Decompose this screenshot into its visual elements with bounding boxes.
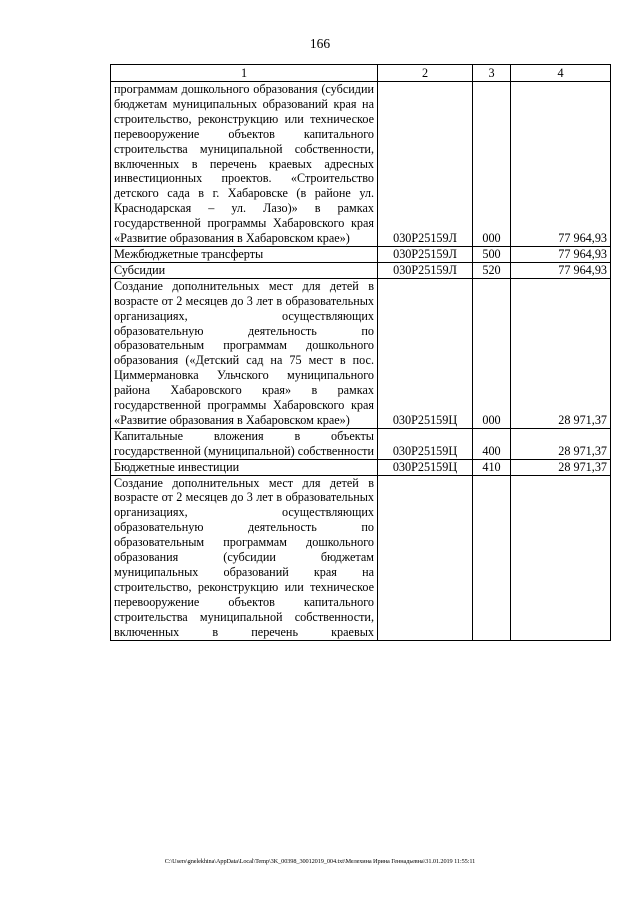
row-type: 410 xyxy=(473,459,511,475)
table-row xyxy=(111,459,611,475)
row-code: 030Р25159Л xyxy=(378,246,473,262)
row-type: 000 xyxy=(473,278,511,428)
row-description: Бюджетные инвестиции xyxy=(111,459,378,475)
table-row xyxy=(111,428,611,459)
row-code: 030Р25159Л xyxy=(378,82,473,247)
row-code: 030Р25159Ц xyxy=(378,278,473,428)
row-type xyxy=(473,475,511,640)
page-number: 166 xyxy=(309,36,331,51)
row-type: 400 xyxy=(473,428,511,459)
file-path-footer: C:\Users\gnelekhina\AppData\Local\Temp\3K_00398_30012019_004.txt\Мелехина Ирина Геннадьевна\31.01.2019 11:55:11 xyxy=(164,858,476,865)
row-description: Создание дополнительных мест для детей в возрасте от 2 месяцев до 3 лет в образовательных организациях, осуществляющих образовательную деятельность по образовательным программам дошкольного образования (субсидии бюджетам муниципальных образований края на строительство, реконструкцию или техническое перевооружение объектов капитального строительства муниципальной собственности, включенных в перечень краевых xyxy=(111,475,378,640)
column-header-3: 3 xyxy=(473,65,511,82)
row-description: программам дошкольного образования (субсидии бюджетам муниципальных образований края на строительство, реконструкцию или техническое перевооружение объектов капитального строительства муниципальной собственности, включенных в перечень краевых адресных инвестиционных проектов. «Строительство детского сада в г. Хабаровске (в районе ул. Краснодарская – ул. Лазо)» в рамках государственной программы Хабаровского края «Развитие образования в Хабаровском крае») xyxy=(111,82,378,247)
row-description: Субсидии xyxy=(111,262,378,278)
row-amount: 28 971,37 xyxy=(511,278,611,428)
row-amount: 77 964,93 xyxy=(511,82,611,247)
column-header-2: 2 xyxy=(378,65,473,82)
row-type: 500 xyxy=(473,246,511,262)
row-code: 030Р25159Ц xyxy=(378,459,473,475)
row-code: 030Р25159Ц xyxy=(378,428,473,459)
table-row xyxy=(111,82,611,247)
row-amount: 77 964,93 xyxy=(511,246,611,262)
row-amount: 28 971,37 xyxy=(511,459,611,475)
column-header-1: 1 xyxy=(111,65,378,82)
table-row xyxy=(111,262,611,278)
row-amount: 28 971,37 xyxy=(511,428,611,459)
budget-table xyxy=(110,64,611,641)
table-header-row xyxy=(111,65,611,82)
row-type: 520 xyxy=(473,262,511,278)
table-row xyxy=(111,475,611,640)
row-description: Капитальные вложения в объекты государственной (муниципальной) собственности xyxy=(111,428,378,459)
row-amount xyxy=(511,475,611,640)
table-row xyxy=(111,278,611,428)
row-amount: 77 964,93 xyxy=(511,262,611,278)
row-description: Межбюджетные трансферты xyxy=(111,246,378,262)
row-code: 030Р25159Л xyxy=(378,262,473,278)
column-header-4: 4 xyxy=(511,65,611,82)
table-row xyxy=(111,246,611,262)
row-code xyxy=(378,475,473,640)
row-description: Создание дополнительных мест для детей в возрасте от 2 месяцев до 3 лет в образовательных организациях, осуществляющих образовательную деятельность по образовательным программам дошкольного образования («Детский сад на 75 мест в пос. Циммермановка Ульчского муниципального района Хабаровского края» в рамках государственной программы Хабаровского края «Развитие образования в Хабаровском крае») xyxy=(111,278,378,428)
row-type: 000 xyxy=(473,82,511,247)
